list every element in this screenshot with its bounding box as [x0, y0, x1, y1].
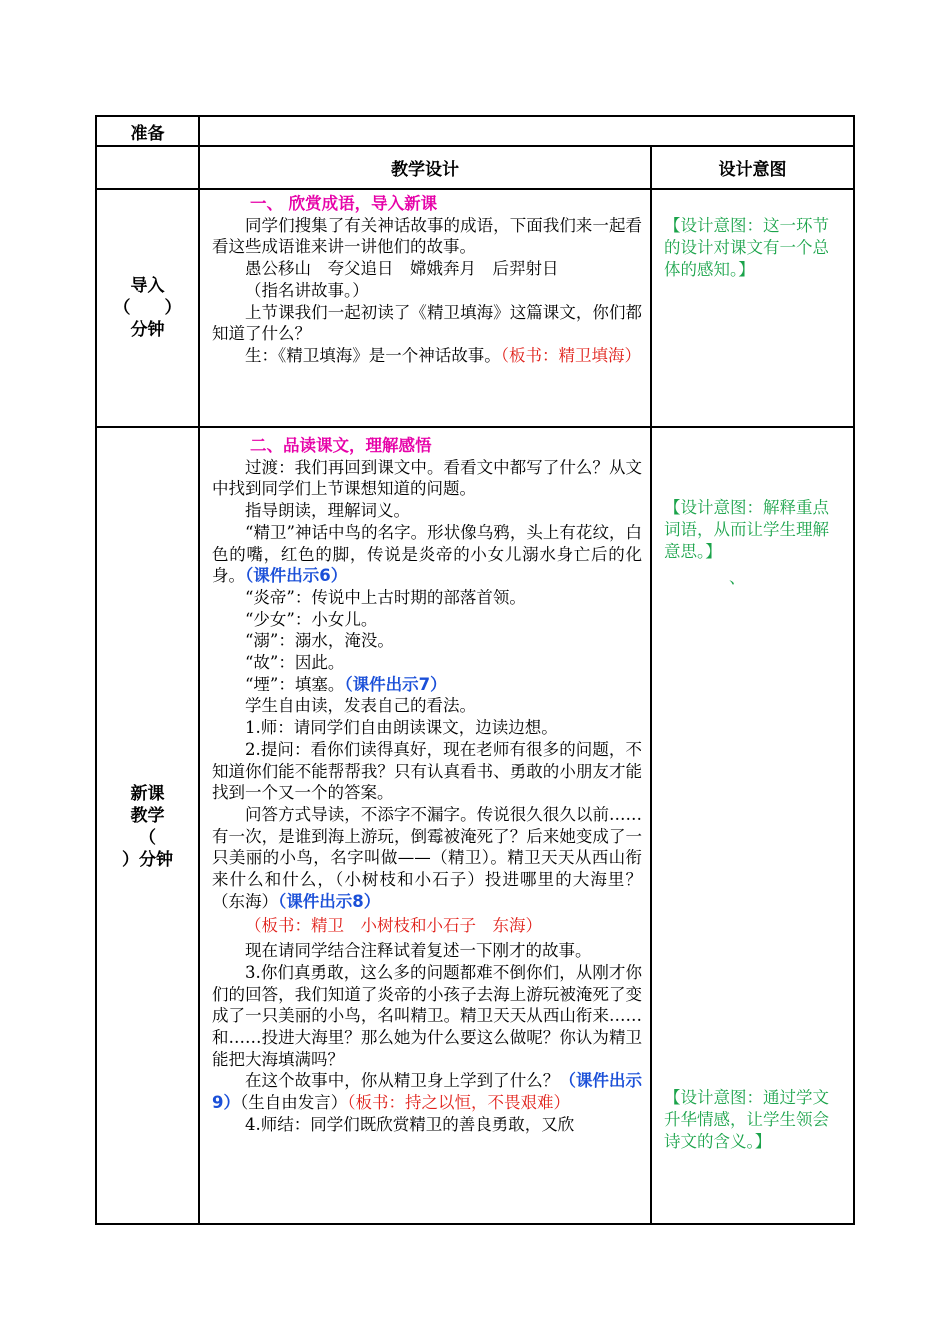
- word-note: “故”：因此。: [245, 653, 345, 673]
- section1-content: [200, 193, 650, 367]
- side-line: 导入: [130, 276, 165, 296]
- paragraph: 2.提问：看你们读得真好，现在老师有很多的问题，不知道你们能不能帮帮我？只有认真看书、勇敢的小朋友才能找到一个又一个的答案。: [212, 739, 642, 803]
- row-divider: [97, 426, 853, 428]
- intent-header: 设计意图: [718, 160, 787, 180]
- side-line: （ ）: [113, 298, 182, 318]
- section1-side-label: [97, 275, 198, 341]
- row-divider: [97, 188, 853, 190]
- paragraph: （指名讲故事。）: [245, 280, 369, 300]
- paragraph: 同学们搜集了有关神话故事的成语，下面我们来一起看看这些成语谁来讲一讲他们的故事。: [212, 215, 642, 257]
- section2-intent-2: 【设计意图：通过学文升华情感，让学生领会诗文的含义。】: [664, 1088, 829, 1151]
- prep-value: [200, 117, 851, 145]
- paragraph-text: （生自由发言）: [239, 1093, 348, 1113]
- section2-side-label: [97, 783, 198, 871]
- word-note: “溺”：溺水，淹没。: [245, 631, 394, 651]
- paragraph: 1.师：请同学们自由朗读课文，边读边想。: [245, 718, 558, 738]
- board-note: （板书：精卫 小树枝和小石子 东海）: [245, 916, 542, 936]
- board-note: （板书：精卫填海）: [500, 345, 641, 365]
- word-note: “炎帝”：传说中上古时期的部落首领。: [245, 587, 526, 607]
- paragraph-text: 生：《精卫填海》是一个神话故事。: [245, 345, 501, 365]
- word-note: “少女”：小女儿。: [245, 609, 378, 629]
- courseware-tag: （课件出示7）: [344, 674, 447, 694]
- paragraph-text: 在这个故事中，你从精卫身上学到了什么？: [245, 1071, 560, 1091]
- board-note: （板书：持之以恒，不畏艰难）: [347, 1093, 570, 1113]
- stray-mark: 、: [729, 568, 746, 587]
- side-line: 分钟: [130, 320, 165, 340]
- section2-intent-1: 【设计意图：解释重点词语，从而让学生理解意思。】: [664, 498, 829, 561]
- paragraph: 4.师结：同学们既欣赏精卫的善良勇敢，又欣: [245, 1114, 575, 1134]
- design-header: 教学设计: [391, 160, 459, 180]
- side-line: （: [139, 828, 156, 848]
- paragraph: 现在请同学结合注释试着复述一下刚才的故事。: [245, 941, 592, 961]
- paragraph: 过渡：我们再回到课文中。看看文中都写了什么？从文中找到同学们上节课想知道的问题。: [212, 457, 642, 499]
- courseware-tag: （课件出示6）: [245, 566, 348, 586]
- paragraph: [212, 1070, 642, 1113]
- section2-heading: 二、品读课文，理解感悟: [249, 436, 432, 455]
- paragraph: [212, 522, 642, 587]
- paragraph: [212, 345, 642, 367]
- section1-heading: 一、 欣赏成语，导入新课: [249, 194, 438, 213]
- paragraph-text: “堙”：填塞。: [245, 674, 345, 694]
- paragraph-text: “精卫”神话中鸟的名字。形状像乌鸦，头上有花纹，白色的嘴，红色的脚，传说是炎帝的小女儿溺水身亡后的化身。: [212, 522, 642, 586]
- lesson-plan-table: [95, 115, 855, 1225]
- section2-content: [200, 435, 650, 1136]
- courseware-tag: （课件出示9）: [212, 1071, 643, 1113]
- paragraph-text: 问答方式导读，不添字不漏字。传说很久很久以前……有一次，是谁到海上游玩，倒霉被淹死了？后来她变成了一只美丽的小鸟，名字叫做——（精卫）。精卫天天从西山衔来什么和什么，（小树枝和小石子）投进哪里的大海里？（东海）: [212, 804, 642, 911]
- side-line: 新课: [130, 784, 165, 804]
- paragraph: [212, 804, 642, 913]
- paragraph: 上节课我们一起初读了《精卫填海》这篇课文，你们都知道了什么？: [212, 302, 642, 344]
- paragraph: 3.你们真勇敢，这么多的问题都难不倒你们，从刚才你们的回答，我们知道了炎帝的小孩子去海上游玩被淹死了变成了一只美丽的小鸟，名叫精卫。精卫天天从西山衔来……和……投进大海里？那么她为什么要这么做呢？你认为精卫能把大海填满吗？: [212, 962, 642, 1069]
- paragraph: 愚公移山 夸父追日 嫦娥奔月 后羿射日: [245, 259, 559, 279]
- side-line: ）分钟: [122, 850, 173, 870]
- side-line: 教学: [130, 806, 165, 826]
- paragraph: 指导朗读，理解词义。: [245, 501, 410, 521]
- col-divider: [650, 145, 652, 1223]
- prep-label: 准备: [130, 123, 165, 144]
- word-note: [212, 674, 642, 696]
- courseware-tag: （课件出示8）: [278, 891, 381, 911]
- section1-intent: 【设计意图：这一环节的设计对课文有一个总体的感知。】: [664, 216, 829, 279]
- paragraph: 学生自由读，发表自己的看法。: [245, 696, 476, 716]
